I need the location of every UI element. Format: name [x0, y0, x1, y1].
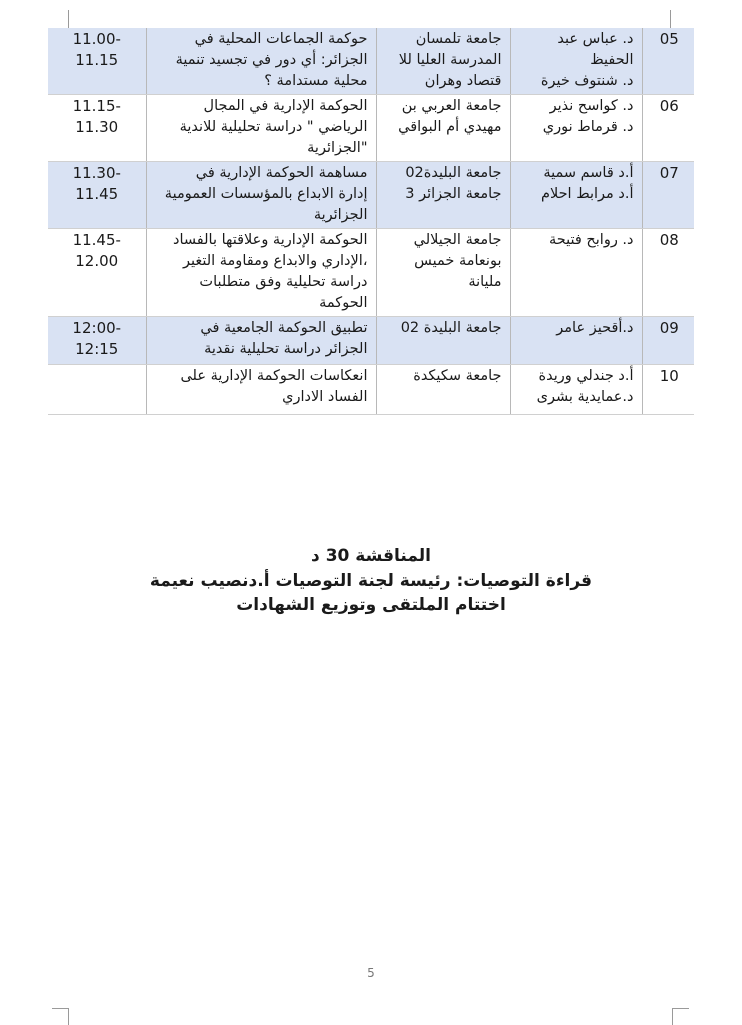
university-line: جامعة البليدة02: [405, 165, 502, 181]
speaker-names-line: د.أقحيز عامر: [556, 320, 634, 336]
time-slot-line: 11.30-: [72, 164, 121, 182]
university-line: مهيدي أم البواقي: [398, 119, 502, 135]
time-slot: [48, 365, 146, 415]
paper-title-line: دراسة تحليلية وفق متطلبات: [199, 274, 368, 290]
time-slot-line: 12.00: [75, 252, 119, 270]
speaker-names-line: الحفيظ: [590, 52, 634, 68]
speaker-names-line: أ.د جندلي وريدة: [538, 368, 634, 384]
paper-title-line: حوكمة الجماعات المحلية في: [194, 31, 368, 47]
crop-mark-top-right: [670, 10, 689, 28]
paper-title: [146, 229, 376, 317]
university: [376, 365, 510, 415]
university-line: جامعة الجزائر 3: [405, 186, 502, 202]
time-slot-line: 12:00-: [72, 319, 122, 337]
speaker-names: [510, 317, 642, 365]
speaker-names-line: د. شنتوف خيرة: [540, 73, 634, 89]
row-number: 07: [642, 162, 694, 229]
speaker-names-line: د.عمايدية بشرى: [536, 389, 634, 405]
university-line: قتصاد وهران: [424, 73, 502, 89]
time-slot: [48, 28, 146, 95]
speaker-names: [510, 28, 642, 95]
paper-title-line: مساهمة الحوكمة الإدارية في: [195, 165, 368, 181]
discussion-line: المناقشة 30 د: [311, 546, 431, 566]
row-number: 08: [642, 229, 694, 317]
recommendations-line: قراءة التوصيات: رئيسة لجنة التوصيات أ.دنصيب نعيمة: [149, 571, 593, 591]
university-line: جامعة العربي بن: [401, 98, 502, 114]
row-number: 05: [642, 28, 694, 95]
time-slot-line: 11.30: [75, 118, 119, 136]
paper-title-line: انعكاسات الحوكمة الإدارية على: [180, 368, 368, 384]
university: [376, 95, 510, 162]
paper-title-line: الفساد الاداري: [282, 389, 368, 405]
table-row: [48, 229, 694, 317]
speaker-names-line: أ.د مرابط احلام: [540, 186, 634, 202]
row-number: 09: [642, 317, 694, 365]
table-row: [48, 365, 694, 415]
paper-title-line: الحوكمة الإدارية وعلاقتها بالفساد: [172, 232, 368, 248]
paper-title-line: محلية مستدامة ؟: [264, 73, 368, 89]
time-slot: [48, 162, 146, 229]
row-number: 10: [642, 365, 694, 415]
paper-title-line: الحوكمة: [319, 295, 368, 311]
paper-title-line: تطبيق الحوكمة الجامعية في: [200, 320, 368, 336]
university-line: جامعة البليدة 02: [400, 320, 502, 336]
speaker-names: [510, 365, 642, 415]
crop-mark-top-left: [50, 10, 69, 28]
table-row: [48, 317, 694, 365]
university: [376, 28, 510, 95]
table-row: [48, 95, 694, 162]
paper-title-line: الرياضي " دراسة تحليلية للاندية: [179, 119, 368, 135]
university: [376, 229, 510, 317]
paper-title-line: إدارة الابداع بالمؤسسات العمومية: [164, 186, 368, 202]
paper-title: [146, 162, 376, 229]
time-slot-line: 11.15-: [72, 97, 121, 115]
table-row: [48, 162, 694, 229]
speaker-names: [510, 229, 642, 317]
time-slot: [48, 229, 146, 317]
speaker-names: [510, 162, 642, 229]
university-line: جامعة سكيكدة: [413, 368, 502, 384]
speaker-names-line: د. عباس عبد: [557, 31, 634, 47]
time-slot-line: 11.00-: [72, 30, 121, 48]
paper-title-line: الجزائرية: [313, 207, 368, 223]
schedule-table: [48, 28, 694, 415]
time-slot-line: 11.45-: [72, 231, 121, 249]
paper-title-line: "الجزائرية: [307, 140, 368, 156]
crop-mark-bottom-left: [52, 1008, 69, 1025]
university: [376, 317, 510, 365]
paper-title: [146, 365, 376, 415]
paper-title-line: الجزائر دراسة تحليلية نقدية: [204, 341, 368, 357]
paper-title-line: الحوكمة الإدارية في المجال: [203, 98, 368, 114]
table-row: [48, 28, 694, 95]
speaker-names-line: د. روابح فتيحة: [548, 232, 634, 248]
speaker-names-line: د. كواسح نذير: [549, 98, 634, 114]
speaker-names-line: أ.د قاسم سمية: [543, 165, 634, 181]
time-slot-line: 12:15: [75, 340, 119, 358]
speaker-names-line: د. قرماط نوري: [542, 119, 634, 135]
paper-title: [146, 28, 376, 95]
time-slot: [48, 95, 146, 162]
time-slot-line: 11.45: [75, 185, 119, 203]
time-slot: [48, 317, 146, 365]
university-line: المدرسة العليا للا: [398, 52, 502, 68]
paper-title-line: ،الإداري والابداع ومقاومة التغير: [182, 253, 368, 269]
crop-mark-bottom-right: [672, 1008, 689, 1025]
university: [376, 162, 510, 229]
time-slot-line: 11.15: [75, 51, 119, 69]
paper-title-line: الجزائر: أي دور في تجسيد تنمية: [175, 52, 368, 68]
university-line: جامعة تلمسان: [415, 31, 502, 47]
closing-ceremony-line: اختتام الملتقى وتوزيع الشهادات: [236, 595, 506, 615]
paper-title: [146, 317, 376, 365]
paper-title: [146, 95, 376, 162]
speaker-names: [510, 95, 642, 162]
university-line: جامعة الجيلالي: [413, 232, 502, 248]
university-line: مليانة: [468, 274, 502, 290]
schedule-table-body: [48, 28, 694, 415]
page-number: 5: [367, 966, 375, 980]
row-number: 06: [642, 95, 694, 162]
university-line: بونعامة خميس: [414, 253, 502, 269]
